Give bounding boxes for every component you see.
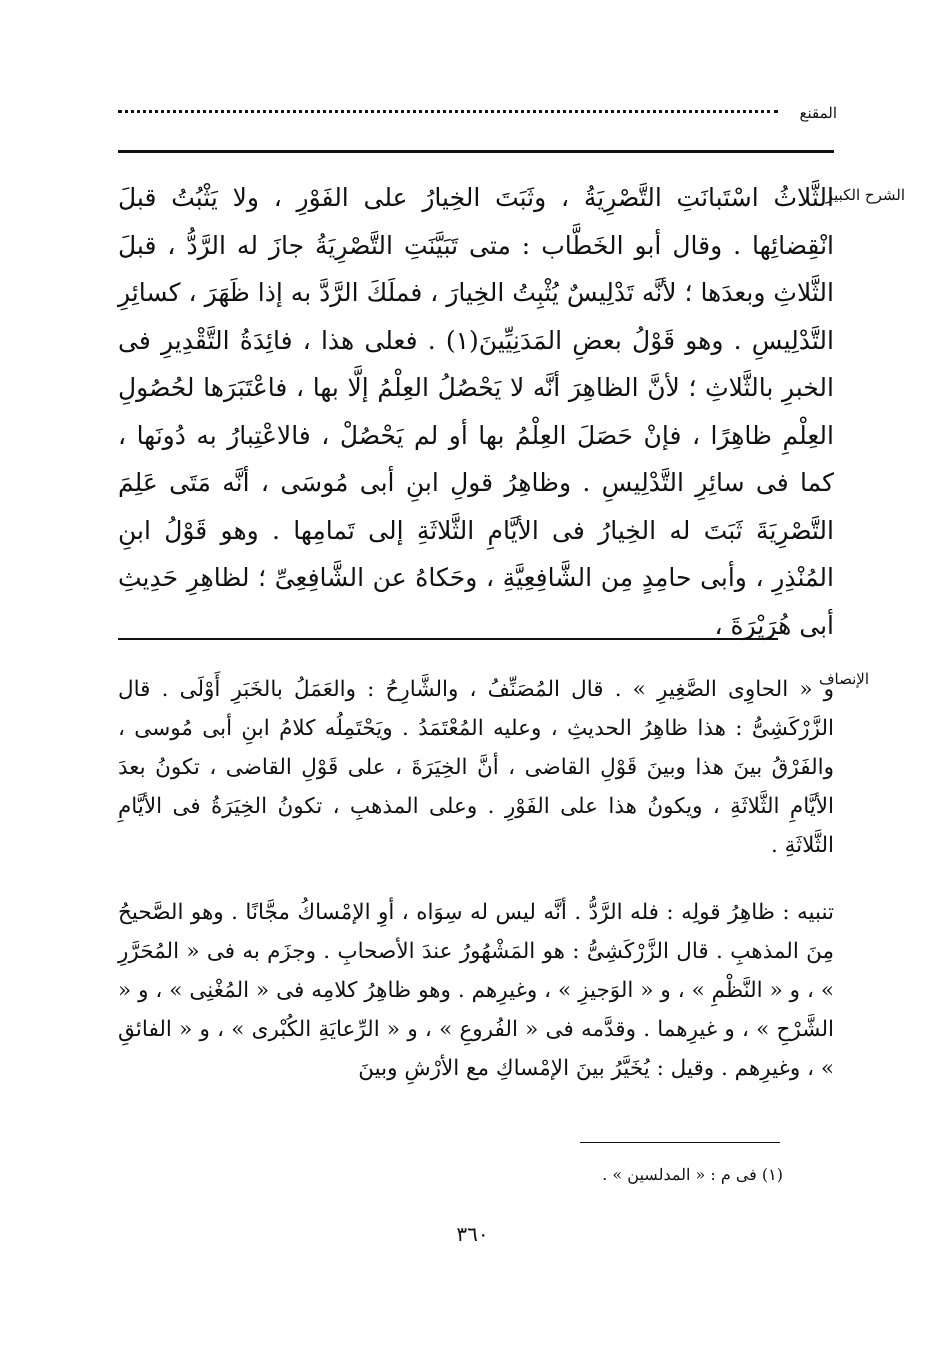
sharh-paragraph: الثَّلاثُ اسْتَبانَتِ التَّصْرِيَةُ ، وثَبَتَ الخِيارُ على الفَوْرِ ، ولا يَثْبُتُ قبلَ انْقِضائِها . وقال أبو الخَطَّاب : متى تَبَيَّنَتِ التَّصْرِيَةُ جازَ له الرَّدُّ ، قبلَ الثَّلاثِ وبعدَها ؛ لأنَّه تَدْلِيسٌ يُثْبِتُ الخِيارَ ، فملَكَ الرَّدَّ به إذا ظَهَرَ ، كسائِرِ التَّدْلِيسِ . وهو قَوْلُ بعضِ المَدَنِيِّينَ(١) . فعلى هذا ، فائِدَةُ التَّقْدِيرِ فى الخبرِ بالثَّلاثِ ؛ لأنَّ الظاهِرَ أنَّه لا يَحْصُلُ العِلْمُ إلَّا بها ، فاعْتَبَرَها لحُصُولِ العِلْمِ ظاهِرًا ، فإنْ حَصَلَ العِلْمُ بها أو لم يَحْصُلْ ، فالاعْتِبارُ به دُونَها ، كما فى سائِرِ التَّدْلِيسِ . وظاهِرُ قولِ ابنِ أبى مُوسَى ، أنَّه مَتَى عَلِمَ التَّصْرِيَةَ ثَبَتَ له الخِيارُ فى الأيَّامِ الثَّلاثَةِ إلى تَمامِها . وهو قَوْلُ ابنِ المُنْذِرِ ، وأبى حامِدٍ مِن الشَّافِعِيَّةِ ، وحَكاهُ عن الشَّافِعِىِّ ؛ لظاهِرِ حَدِيثِ أبى هُرَيْرَةَ ، — [118, 183, 834, 640]
sharh-margin-label: الشرح الكبير — [825, 186, 905, 204]
header-rule — [118, 150, 834, 153]
page-number: ٣٦٠ — [456, 1222, 489, 1246]
tanbih-text-block — [118, 893, 834, 1088]
insaf-paragraph-2: تنبيه : ظاهِرُ قولِه : فله الرَّدُّ . أنَّه ليس له سِوَاه ، أوِ الإمْساكُ مجَّانًا . وهو الصَّحيحُ مِنَ المذهبِ . قال الزَّرْكَشِىُّ : هو المَشْهُورُ عندَ الأصحابِ . وجزَم به فى « المُحَرَّرِ » ، و « النَّظْمِ » ، و « الوَجيزِ » ، وغيرِهم . وهو ظاهِرُ كلامِه فى « المُغْنِى » ، و « الشَّرْحِ » ، و غيرِهما . وقدَّمه فى « الفُروعِ » ، و « الرِّعايَةِ الكُبْرى » ، و « الفائقِ » ، وغيرِهم . وقيل : يُخَيَّرُ بينَ الإمْساكِ مع الأرْشِ وبينَ — [118, 900, 834, 1081]
insaf-text-block — [118, 670, 834, 865]
header-dotted-leader — [118, 110, 778, 119]
footnote-rule — [580, 1142, 780, 1143]
insaf-margin-label: الإنصاف — [818, 670, 869, 688]
insaf-paragraph-1: و « الحاوِى الصَّغِيرِ » . قال المُصَنِّفُ ، والشَّارِحُ : والعَمَلُ بالخَبَرِ أَوْلَى . قال الزَّرْكَشِىُّ : هذا ظاهِرُ الحديثِ ، وعليه المُعْتَمَدُ . ويَحْتَمِلُه كلامُ ابنِ أبى مُوسى ، والفَرْقُ بينَ هذا وبينَ قَوْلِ القاضى ، أنَّ الخِيَرَةَ ، على قَوْلِ القاضى ، تكونُ بعدَ الأيَّامِ الثَّلاثَةِ ، ويكونُ هذا على الفَوْرِ . وعلى المذهبِ ، تكونُ الخِيَرَةُ فى الأيَّامِ الثَّلاثَةِ . — [118, 677, 834, 858]
sharh-text-block — [118, 174, 834, 649]
running-header-title: المقنع — [799, 104, 837, 122]
footnote: (١) فى م : « المدلسين » . — [602, 1165, 783, 1184]
section-divider — [118, 638, 778, 640]
